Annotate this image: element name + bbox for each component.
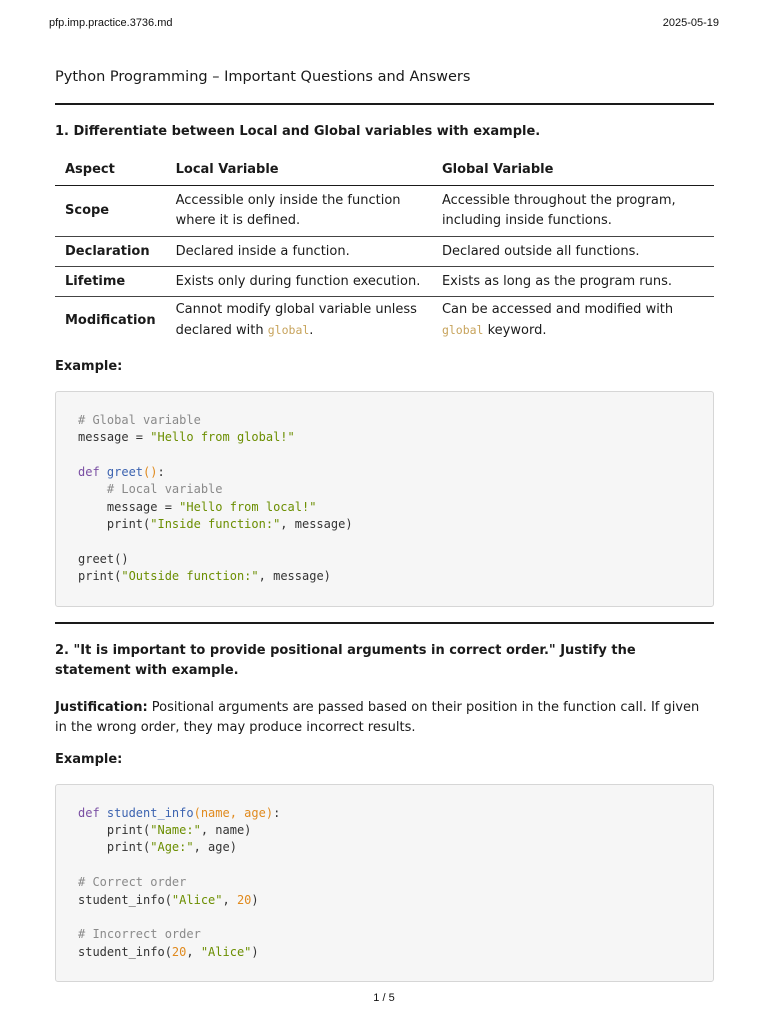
page-number: 1 / 5	[373, 992, 395, 1004]
justification-paragraph	[55, 698, 714, 738]
inline-code: global	[441, 323, 484, 338]
question-1: 1. Differentiate between Local and Global variables with example.	[55, 124, 541, 139]
document-body	[55, 66, 714, 982]
aspect-cell: Modification	[65, 312, 156, 328]
header-date: 2025-05-19	[662, 17, 719, 29]
code-block-2: def student_info(name, age): print("Name:", name) print("Age:", age) # Correct order student_info("Alice", 20) # Incorrect order student_info(20, "Alice")	[55, 784, 714, 983]
local-cell: Accessible only inside the function where it is defined.	[166, 186, 432, 237]
question-2: 2. "It is important to provide positional arguments in correct order." Justify the statement with example.	[55, 642, 636, 678]
aspect-cell: Declaration	[55, 237, 166, 267]
local-cell: Exists only during function execution.	[166, 267, 432, 297]
table-header-row	[55, 154, 714, 186]
section-divider	[55, 622, 714, 624]
table-header-cell: Aspect	[55, 154, 166, 186]
example-label-1: Example:	[55, 358, 123, 374]
document-title: Python Programming – Important Questions and Answers	[55, 69, 471, 85]
code-block-1: # Global variable message = "Hello from global!" def greet(): # Local variable message = "Hello from local!" print("Inside function:", message) greet() print("Outside function:", message)	[55, 391, 714, 607]
justification-label: Justification:	[55, 699, 148, 715]
file-name: pfp.imp.practice.3736.md	[49, 17, 173, 29]
global-cell: Exists as long as the program runs.	[432, 267, 714, 297]
table-header-cell: Global Variable	[432, 154, 714, 186]
table-row	[55, 267, 714, 297]
inline-code: global	[267, 323, 310, 338]
page-header	[49, 17, 719, 31]
aspect-cell: Lifetime	[55, 267, 166, 297]
justification-text: Positional arguments are passed based on their position in the function call. If given in the wrong order, they may produce incorrect results.	[55, 699, 700, 735]
table-row	[55, 297, 714, 345]
global-cell: Can be accessed and modified with global keyword.	[441, 302, 674, 339]
table-row	[55, 186, 714, 237]
example-label-2: Example:	[55, 751, 123, 767]
table-header-cell: Local Variable	[166, 154, 432, 186]
local-cell: Declared inside a function.	[166, 237, 432, 267]
table-row	[55, 237, 714, 267]
global-cell: Declared outside all functions.	[432, 237, 714, 267]
aspect-cell: Scope	[55, 186, 166, 237]
title-divider	[55, 103, 714, 105]
local-cell: Cannot modify global variable unless declared with global.	[175, 302, 417, 339]
global-cell: Accessible throughout the program, including inside functions.	[432, 186, 714, 237]
comparison-table	[55, 154, 714, 345]
